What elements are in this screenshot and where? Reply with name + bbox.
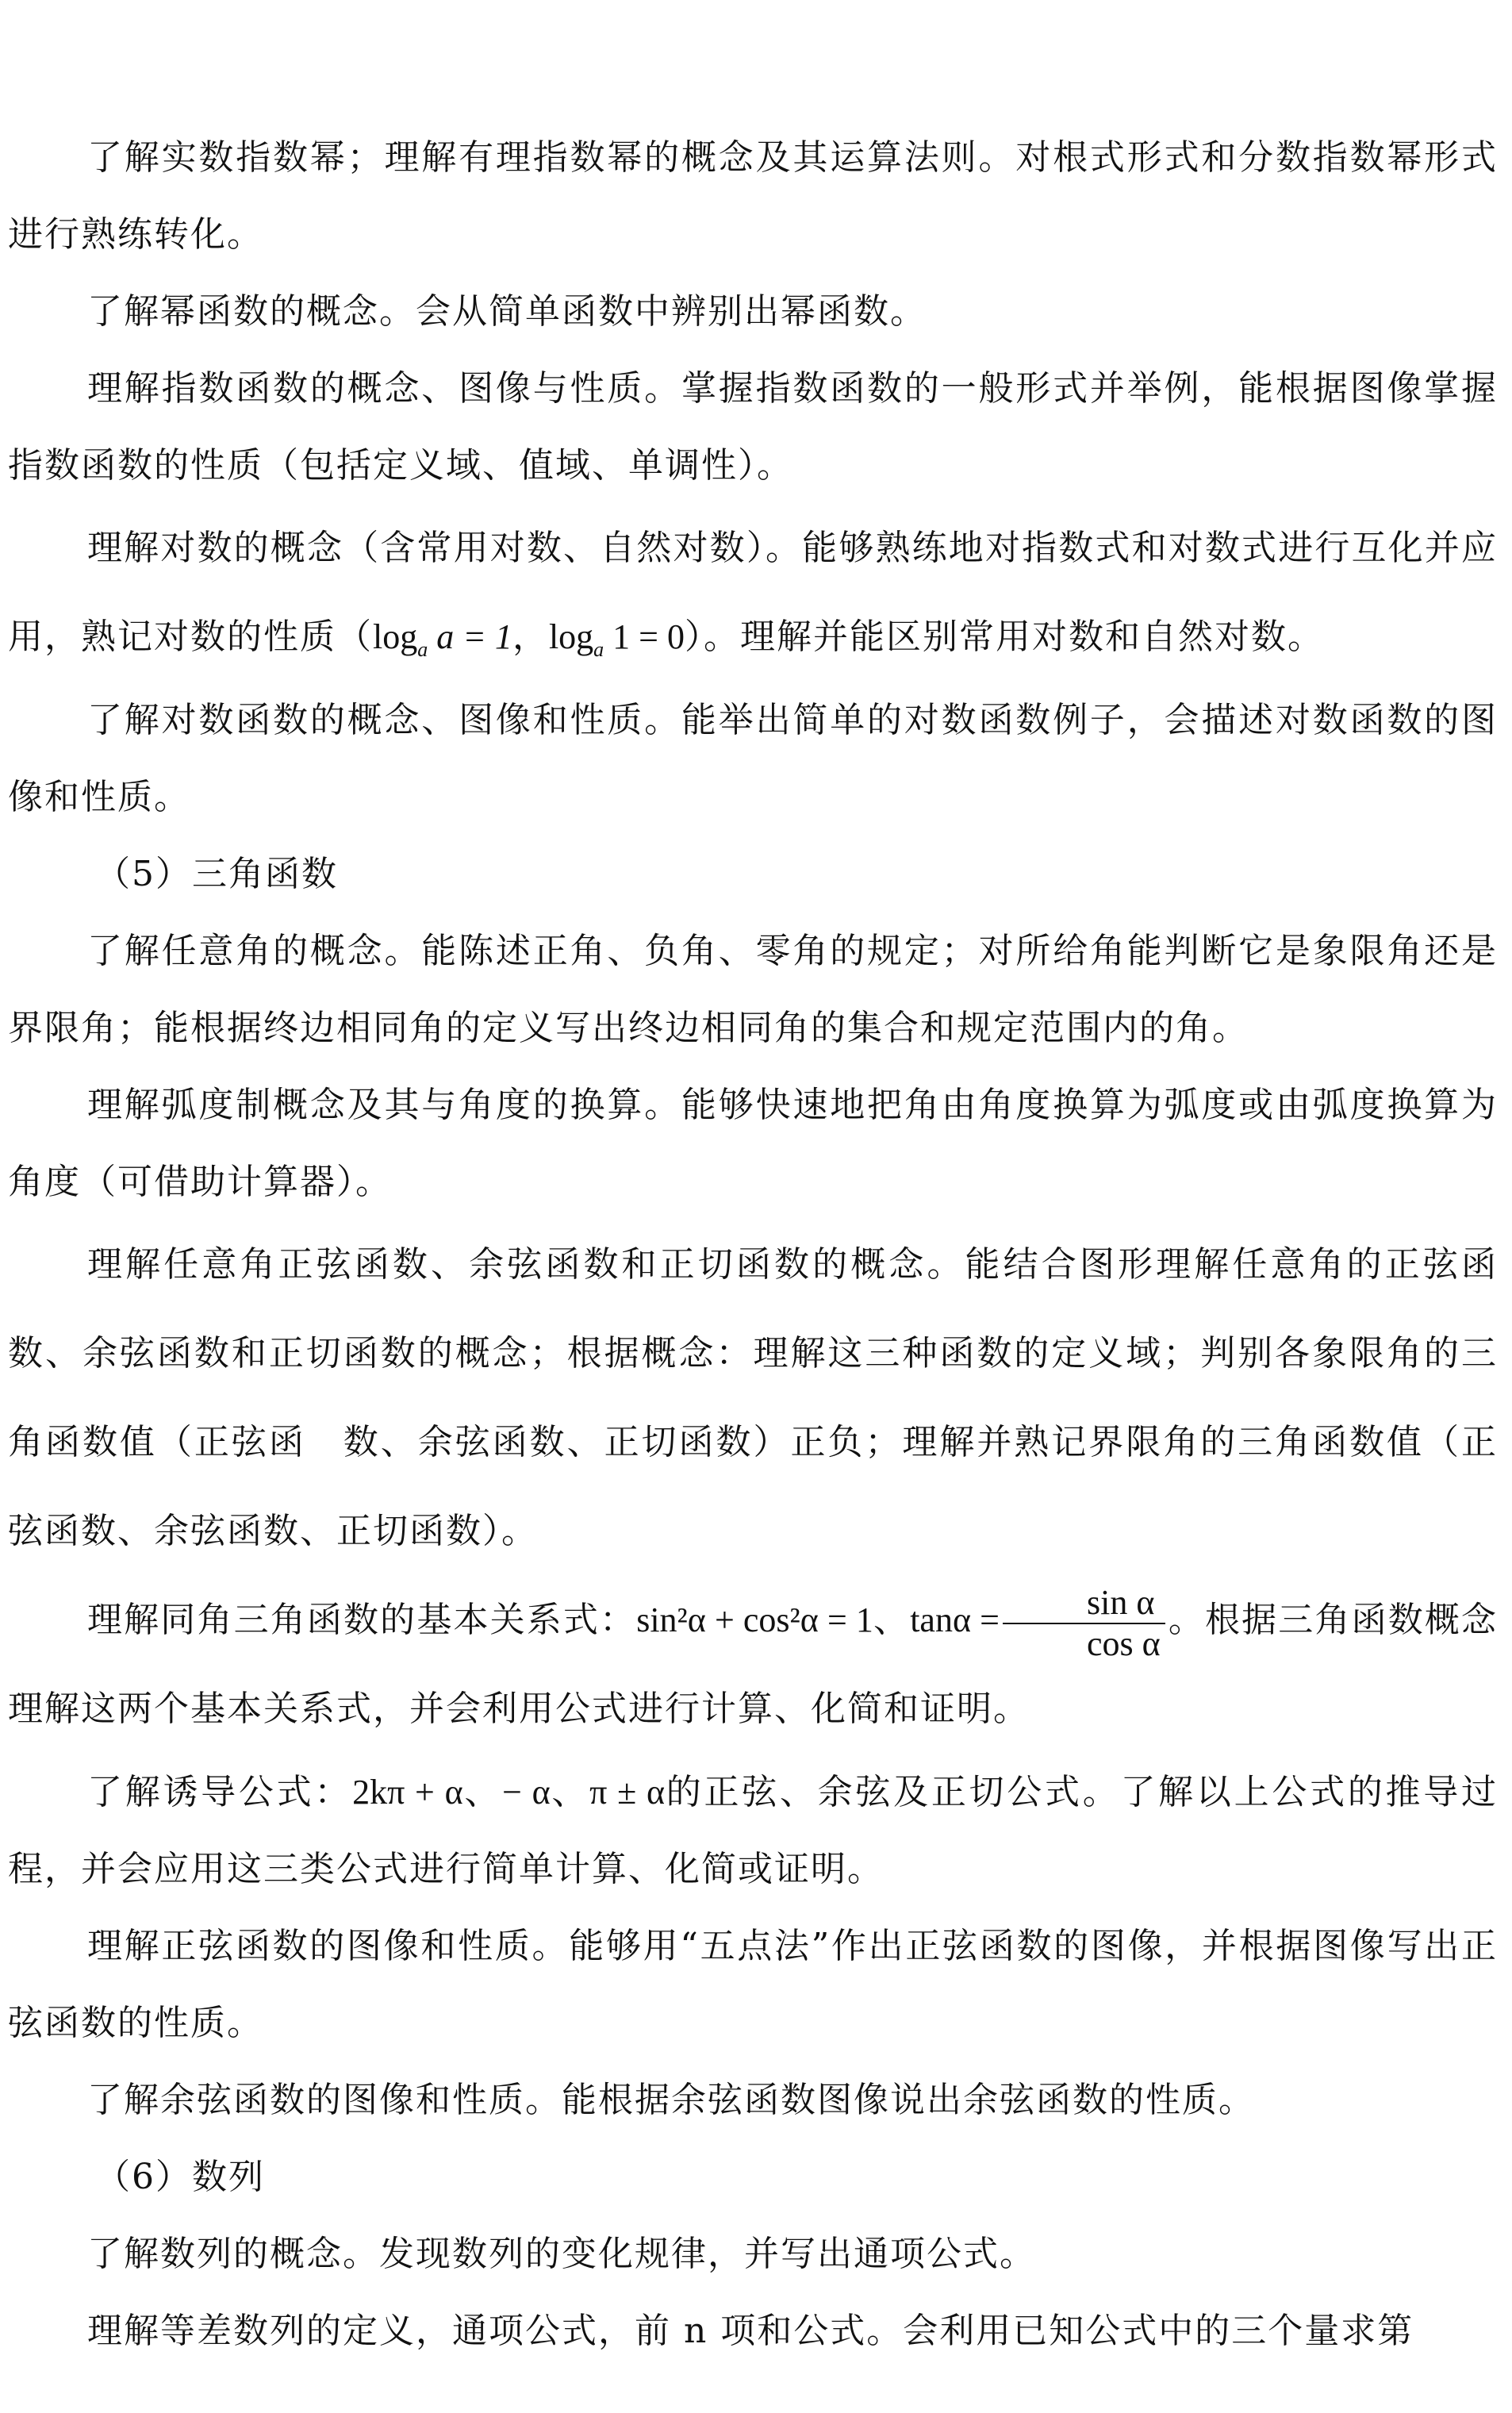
- paragraph-arbitrary-angle: 了解任意角的概念。能陈述正角、负角、零角的规定；对所给角能判断它是象限角还是界限角；能根据终边相同角的定义写出终边相同角的集合和规定范围内的角。: [8, 931, 1498, 1048]
- math-subscript: a: [593, 637, 604, 661]
- math-text: log: [548, 617, 594, 656]
- section-heading-trigonometric: （5）三角函数: [95, 854, 338, 894]
- paragraph-power-functions: 了解幂函数的概念。会从简单函数中辨别出幂函数。: [87, 291, 927, 332]
- formula-minus-alpha: − α: [502, 1773, 551, 1812]
- math-text: a = 1: [428, 617, 512, 656]
- text-segment: 的正弦、余弦及正切公式。了解以上公式的推导过程，并会应用这三类公式进行简单计算、化简或证明。: [8, 1772, 1498, 1889]
- pythagorean-identity-formula: sin²α + cos²α = 1: [636, 1600, 873, 1639]
- math-text: 1 = 0: [604, 617, 685, 656]
- fraction-numerator: sin α: [1003, 1583, 1165, 1624]
- math-text: log: [373, 617, 418, 656]
- fraction: [1003, 1583, 1165, 1664]
- text-separator: 、: [462, 1772, 503, 1812]
- paragraph-exponent-powers: 了解实数指数幂；理解有理指数幂的概念及其运算法则。对根式形式和分数指数幂形式进行熟练转化。: [8, 137, 1498, 255]
- section-heading-sequences: （6）数列: [95, 2157, 265, 2197]
- paragraph-exponential-functions: 理解指数函数的概念、图像与性质。掌握指数函数的一般形式并举例，能根据图像掌握指数函数的性质（包括定义域、值域、单调性）。: [8, 368, 1498, 486]
- paragraph-logarithmic-functions: 了解对数函数的概念、图像和性质。能举出简单的对数函数例子，会描述对数函数的图像和性质。: [8, 700, 1498, 817]
- paragraph-sine-function: 理解正弦函数的图像和性质。能够用“五点法”作出正弦函数的图像，并根据图像写出正弦函数的性质。: [8, 1926, 1498, 2043]
- paragraph-sequence-concept: 了解数列的概念。发现数列的变化规律，并写出通项公式。: [87, 2234, 1036, 2274]
- formula-2kpi-plus-alpha: 2kπ + α: [352, 1773, 463, 1812]
- text-segment: 。根据三角函数概念理解这两个基本关系式，并会利用公式进行计算、化简和证明。: [8, 1600, 1499, 1729]
- formula-pi-plus-minus-alpha: π ± α: [589, 1773, 666, 1812]
- fraction-denominator: cos α: [1086, 1623, 1161, 1663]
- text-separator: ，: [512, 617, 549, 657]
- paragraph-arithmetic-sequence: 理解等差数列的定义，通项公式，前 n 项和公式。会利用已知公式中的三个量求第: [87, 2311, 1414, 2351]
- paragraph-cosine-function: 了解余弦函数的图像和性质。能根据余弦函数图像说出余弦函数的性质。: [87, 2080, 1255, 2120]
- log-identity-formula: [373, 617, 512, 661]
- paragraph-trig-identities: [8, 1576, 1498, 1754]
- math-subscript: a: [417, 637, 428, 661]
- paragraph-trig-definitions: 理解任意角正弦函数、余弦函数和正切函数的概念。能结合图形理解任意角的正弦函数、余弦函数和正切函数的概念；根据概念：理解这三种函数的定义域；判别各象限角的三角函数值（正弦函 数、余弦函数、正切函数）正负；理解并熟记界限角的三角函数值（正弦函数、余弦函数、正切函数）。: [8, 1244, 1498, 1551]
- text-segment: ）。理解并能区别常用对数和自然对数。: [685, 617, 1324, 657]
- text-segment: 理解同角三角函数的基本关系式：: [87, 1600, 637, 1640]
- paragraph-logarithm-concept: [8, 504, 1498, 682]
- math-text: tanα =: [910, 1600, 1000, 1639]
- text-separator: 、: [873, 1600, 911, 1640]
- text-segment: 了解诱导公式：: [87, 1772, 353, 1812]
- document-body: [8, 119, 1498, 2369]
- paragraph-reduction-formulas: [8, 1754, 1498, 1908]
- paragraph-radian-measure: 理解弧度制概念及其与角度的换算。能够快速地把角由角度换算为弧度或由弧度换算为角度（可借助计算器）。: [8, 1085, 1498, 1202]
- tangent-identity-formula: [910, 1582, 1169, 1663]
- text-segment: 理解对数的概念（含常用对数、自然对数）。能够熟练地对指数式和对数式进行互化并应用，熟记对数的性质（: [8, 528, 1498, 657]
- log-zero-formula: [548, 617, 685, 661]
- text-separator: 、: [550, 1772, 590, 1812]
